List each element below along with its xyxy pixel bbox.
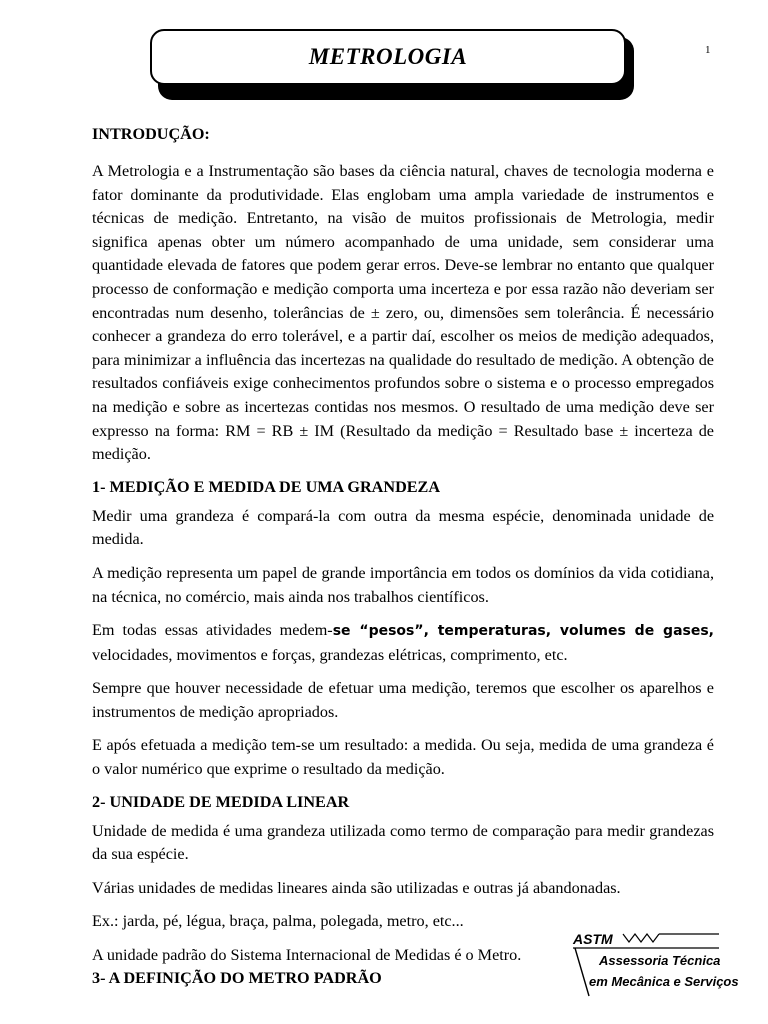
section-1-paragraph-3 (92, 619, 714, 667)
section-1-heading: 1- MEDIÇÃO E MEDIDA DE UMA GRANDEZA (92, 477, 441, 496)
logo-check-stroke (575, 948, 589, 996)
section-1-paragraph-5: E após efetuada a medição tem-se um resultado: a medida. Ou seja, medida de uma grandeza é o valor numérico que exprime o resultado da medição. (92, 736, 714, 779)
section-2-paragraph-1: Unidade de medida é uma grandeza utilizada como termo de comparação para medir grandezas da sua espécie. (92, 821, 714, 864)
astm-logo (569, 928, 739, 998)
title-box (150, 29, 626, 85)
section-1-paragraph-4: Sempre que houver necessidade de efetuar uma medição, teremos que escolher os aparelhos e instrumentos de medição apropriados. (92, 679, 714, 721)
logo-line-1: Assessoria Técnica (599, 953, 721, 968)
logo-wave-icon (623, 934, 659, 942)
intro-heading: INTRODUÇÃO: (92, 125, 210, 143)
document-body (92, 124, 714, 988)
logo-brand: ASTM (573, 931, 613, 947)
section-2-paragraph-4: A unidade padrão do Sistema Internacional de Medidas é o Metro. (92, 946, 522, 965)
section-1-paragraph-1: Medir uma grandeza é compará-la com outra da mesma espécie, denominada unidade de medida. (92, 506, 714, 549)
section-2-heading: 2- UNIDADE DE MEDIDA LINEAR (92, 792, 350, 811)
section-1-paragraph-3-start: Em todas essas atividades medem- (92, 621, 333, 640)
section-2-paragraph-2: Várias unidades de medidas lineares ainda são utilizadas e outras já abandonadas. (92, 878, 621, 897)
page-title: METROLOGIA (308, 44, 468, 69)
logo-line-2: em Mecânica e Serviços (589, 974, 739, 989)
section-3-heading: 3- A DEFINIÇÃO DO METRO PADRÃO (92, 968, 382, 987)
intro-paragraph: A Metrologia e a Instrumentação são bases da ciência natural, chaves de tecnologia moderna e fator dominante da produtividade. Elas englobam uma ampla variedade de instrumentos e técnicas de medição. Entretanto, na visão de muitos profissionais de Metrologia, medir significa apenas obter um número acompanhado de uma unidade, sem considerar uma quantidade elevada de fatores que podem gerar erros. Deve-se lembrar no entanto que qualquer processo de conformação e medição comporta uma incerteza e por essa razão não deveriam ser encontradas num desenho, tolerâncias de ± zero, ou, dimensões sem tolerância. É necessário conhecer a grandeza do erro tolerável, e a partir daí, escolher os meios de medição adequados, para minimizar a influência das incertezas na qualidade do resultado de medição. A obtenção de resultados confiáveis exige conhecimentos profundos sobre o sistema e o processo empregados na medição e sobre as incertezas contidas nos mesmos. O resultado de uma medição deve ser expresso na forma: RM = RB ± IM (Resultado da medição = Resultado base ± incerteza de medição. (92, 162, 714, 464)
section-1-paragraph-3-end: velocidades, movimentos e forças, grandezas elétricas, comprimento, etc. (92, 645, 568, 664)
section-1-paragraph-2: A medição representa um papel de grande importância em todos os domínios da vida cotidiana, na técnica, no comércio, mais ainda nos trabalhos científicos. (92, 563, 714, 606)
page-number: 1 (705, 44, 711, 56)
section-2-paragraph-3: Ex.: jarda, pé, légua, braça, palma, polegada, metro, etc... (92, 912, 464, 931)
section-1-paragraph-3-bold: se “pesos”, temperaturas, volumes de gases, (332, 623, 714, 640)
